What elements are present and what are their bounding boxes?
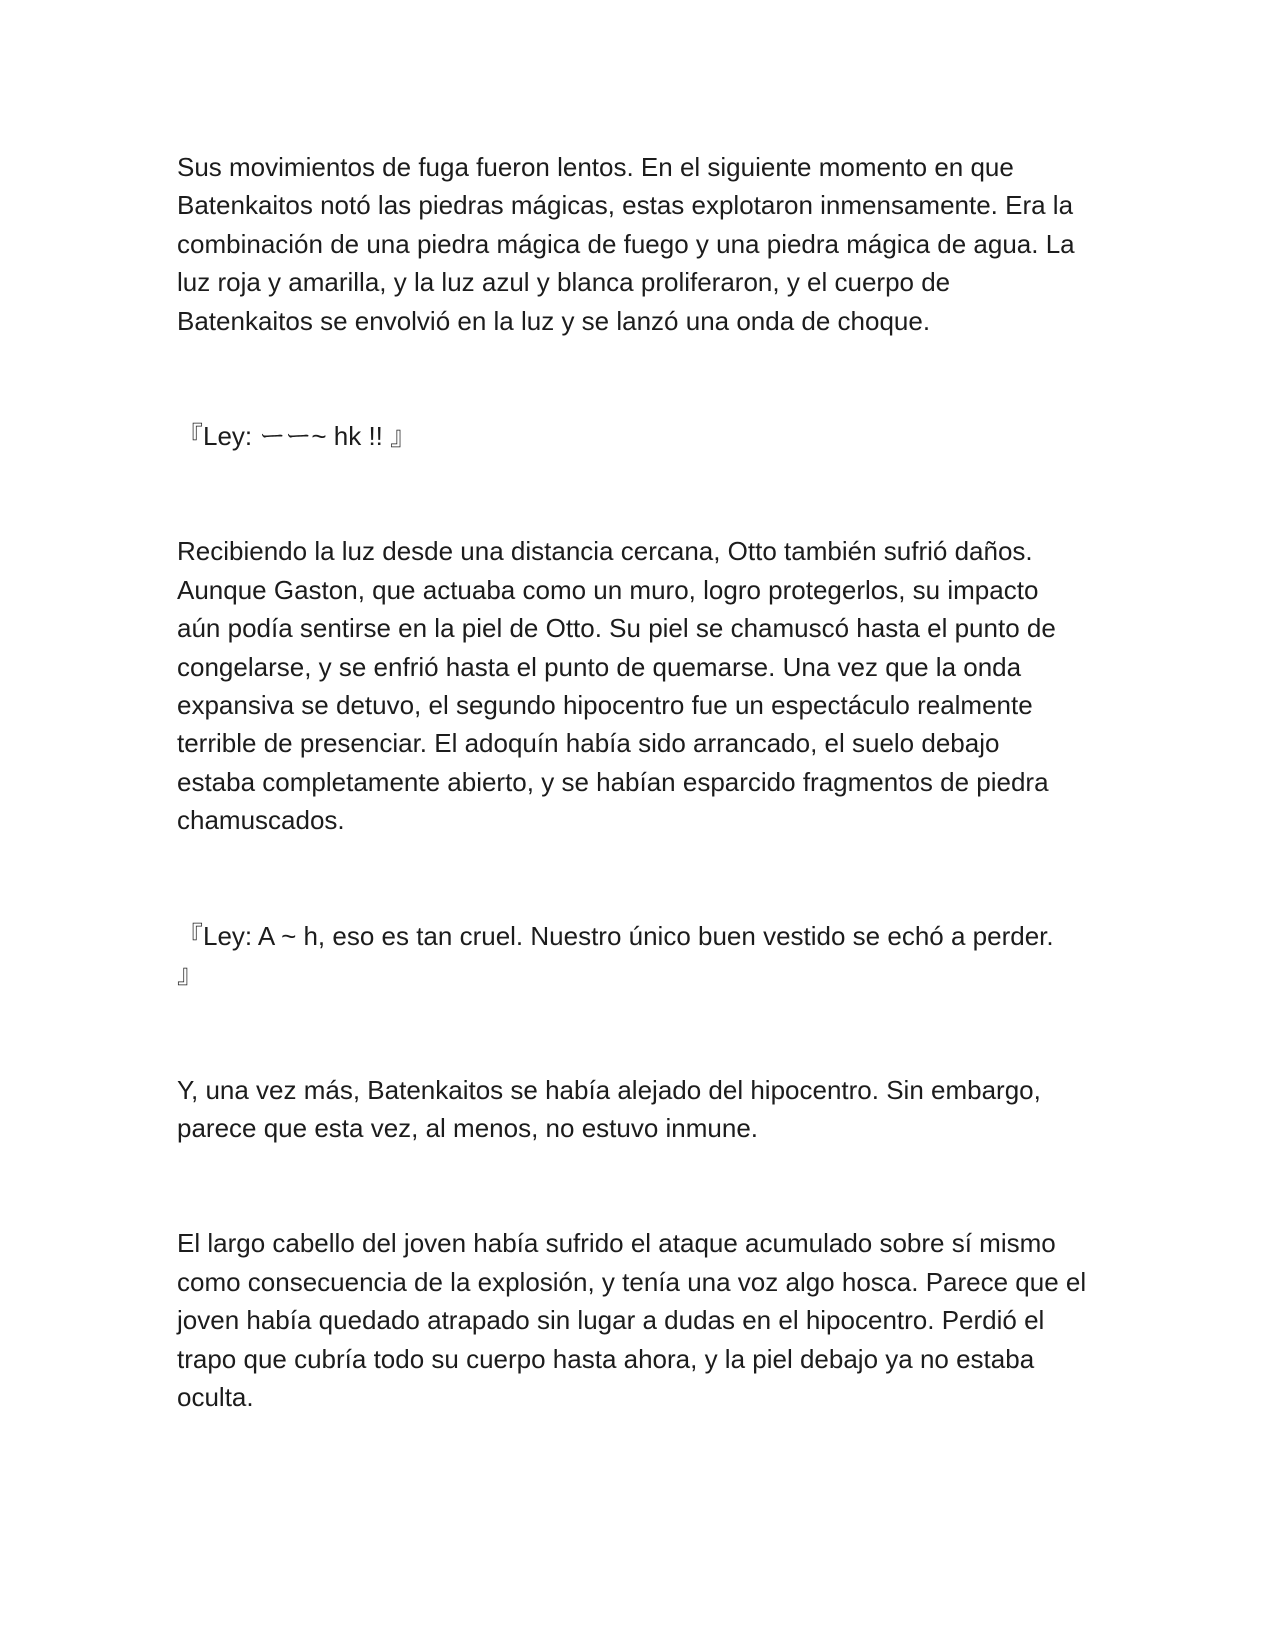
dialogue-ley-1: 『Ley: ーー~ hk !! 』: [177, 421, 417, 452]
paragraph-young-man: El largo cabello del joven había sufrido el ataque acumulado sobre sí mismo como consecuencia de la explosión, y tenía una voz algo hosca. Parece que el joven había quedado atrapado sin lugar a dudas en el hipocentro. Perdió el trapo que cubría todo su cuerpo hasta ahora, y la piel debajo ya no estaba oculta.: [177, 1228, 1087, 1412]
paragraph-escape: Sus movimientos de fuga fueron lentos. En el siguiente momento en que Batenkaitos notó las piedras mágicas, estas explotaron inmensamente. Era la combinación de una piedra mágica de fuego y una piedra mágica de agua. La luz roja y amarilla, y la luz azul y blanca proliferaron, y el cuerpo de Batenkaitos se envolvió en la luz y se lanzó una onda de choque.: [177, 152, 1075, 336]
paragraph-batenkaitos-away: Y, una vez más, Batenkaitos se había alejado del hipocentro. Sin embargo, parece que esta vez, al menos, no estuvo inmune.: [177, 1074, 1041, 1143]
spacer: [177, 455, 1107, 532]
spacer: [177, 340, 1107, 417]
spacer: [177, 1147, 1107, 1224]
paragraph-otto-damage: Recibiendo la luz desde una distancia cercana, Otto también sufrió daños. Aunque Gaston, que actuaba como un muro, logro protegerlos, su impacto aún podía sentirse en la piel de Otto. Su piel se chamuscó hasta el punto de congelarse, y se enfrió hasta el punto de quemarse. Una vez que la onda expansiva se detuvo, el segundo hipocentro fue un espectáculo realmente terrible de presenciar. El adoquín había sido arrancado, el suelo debajo estaba completamente abierto, y se habían esparcido fragmentos de piedra chamuscados.: [177, 536, 1056, 836]
dialogue-ley-2: 『Ley: A ~ h, eso es tan cruel. Nuestro único buen vestido se echó a perder. 』: [177, 920, 1054, 990]
spacer: [177, 840, 1107, 917]
spacer: [177, 994, 1107, 1071]
document-page: [177, 148, 1107, 1416]
